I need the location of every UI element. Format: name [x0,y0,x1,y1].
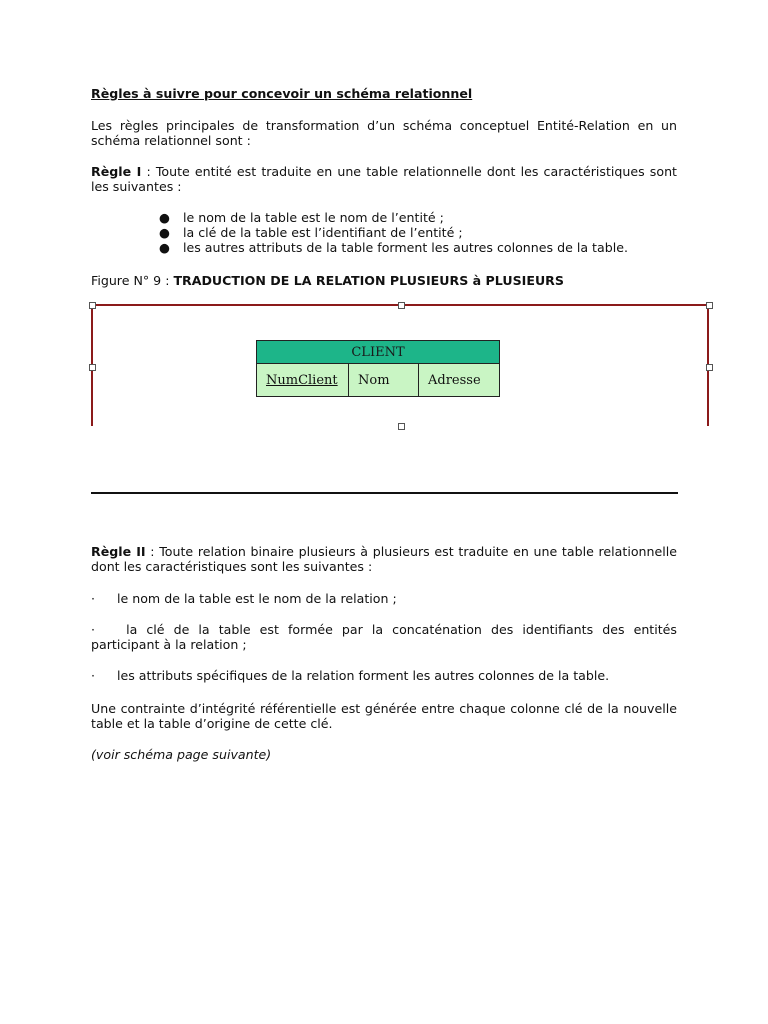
bullet-icon: ● [159,240,170,255]
bullet-icon: · [91,591,96,606]
resize-handle[interactable] [398,423,405,430]
column-cell: Nom [349,364,419,397]
bullet-icon: · [91,668,96,683]
document-title: Règles à suivre pour concevoir un schéma relationnel [91,86,473,101]
resize-handle[interactable] [706,302,713,309]
rule-2-paragraph [91,544,677,574]
bullet-icon: ● [159,210,170,225]
table-header: CLIENT [257,341,500,364]
rule-1-label: Règle I [91,164,142,179]
figure-caption: Figure N° 9 : TRADUCTION DE LA RELATION PLUSIEURS à PLUSIEURS [91,273,564,288]
bullet-icon: · [91,622,96,637]
rule-1-text: : Toute entité est traduite en une table relationnelle dont les caractéristiques sont les suivantes : [91,164,677,194]
rule-1-paragraph [91,164,677,194]
list-item: ● la clé de la table est l’identifiant de l’entité ; [159,225,463,240]
list-item: · les attributs spécifiques de la relation forment les autres colonnes de la table. [91,668,610,683]
rule-1-list [155,210,628,255]
list-item: · la clé de la table est formée par la concaténation des identifiants des entités participant à la relation ; [91,622,677,652]
list-item: ● les autres attributs de la table forment les autres colonnes de la table. [159,240,628,255]
resize-handle[interactable] [706,364,713,371]
column-cell: Adresse [419,364,500,397]
list-item: · le nom de la table est le nom de la relation ; [91,591,397,606]
resize-handle[interactable] [398,302,405,309]
rule-2-text: : Toute relation binaire plusieurs à plusieurs est traduite en une table relationnelle dont les caractéristiques sont les suivantes : [91,544,677,574]
list-item: ● le nom de la table est le nom de l’entité ; [159,210,444,225]
page-note: (voir schéma page suivante) [91,747,272,762]
resize-handle[interactable] [89,302,96,309]
column-key: NumClient [257,364,349,397]
client-table [256,340,500,397]
horizontal-divider [91,492,678,494]
constraint-paragraph: Une contrainte d’intégrité référentielle est générée entre chaque colonne clé de la nouvelle table et la table d’origine de cette clé. [91,701,677,731]
resize-handle[interactable] [89,364,96,371]
intro-paragraph: Les règles principales de transformation d’un schéma conceptuel Entité-Relation en un schéma relationnel sont : [91,118,677,148]
bullet-icon: ● [159,225,170,240]
rule-2-label: Règle II [91,544,146,559]
